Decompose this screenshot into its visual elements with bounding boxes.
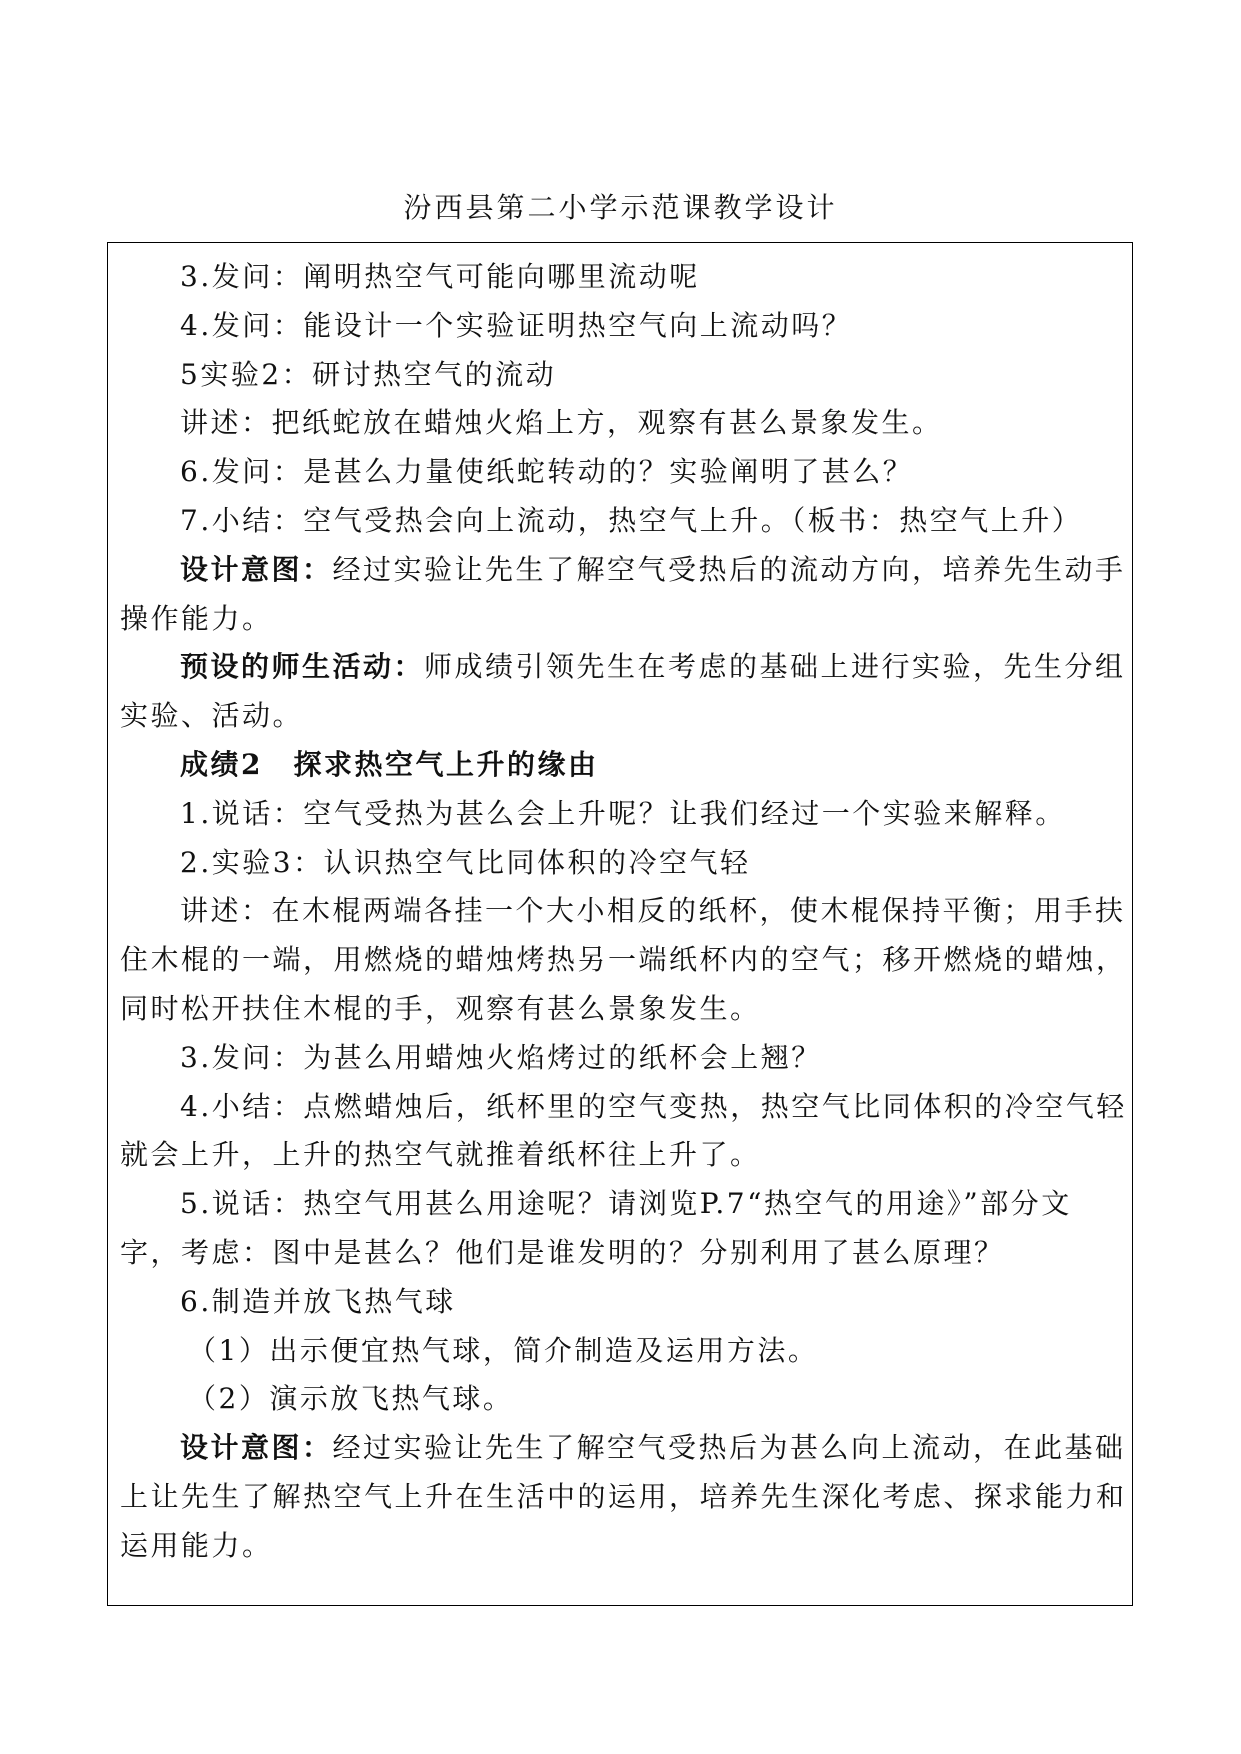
- line-sub-1: （1）出示便宜热气球，简介制造及运用方法。: [188, 1333, 819, 1367]
- line-question-3: 3.发问：阐明热空气可能向哪里流动呢: [180, 260, 700, 293]
- talk-5-line-1: 5.说话：热空气用甚么用途呢？请浏览P.7“热空气的用途》”部分文: [180, 1187, 1072, 1221]
- narration-line-1: 讲述：在木棍两端各挂一个大小相反的纸杯，使木棍保持平衡；用手扶: [180, 894, 1126, 928]
- lesson-content-box: [107, 242, 1133, 1606]
- line-narration-1: 讲述：把纸蛇放在蜡烛火焰上方，观察有甚么景象发生。: [180, 406, 943, 440]
- design-intent-2-cont-2: 运用能力。: [120, 1528, 273, 1562]
- line-summary-7: 7.小结：空气受热会向上流动，热空气上升。（板书：热空气上升）: [180, 503, 1083, 537]
- section-2-heading: 成绩2 探求热空气上升的缘由: [180, 747, 599, 781]
- design-intent-label: 设计意图：: [180, 552, 333, 586]
- line-experiment-3: 2.实验3：认识热空气比同体积的冷空气轻: [180, 845, 751, 879]
- summary-line-1: 4.小结：点燃蜡烛后，纸杯里的空气变热，热空气比同体积的冷空气轻: [180, 1089, 1127, 1123]
- line-question-4: 4.发问：能设计一个实验证明热空气向上流动吗？: [180, 308, 853, 342]
- line-item-6: 6.制造并放飞热气球: [180, 1284, 456, 1318]
- design-intent-2-text: 经过实验让先生了解空气受热后为甚么向上流动，在此基础: [332, 1431, 1126, 1465]
- line-talk-1: 1.说话：空气受热为甚么会上升呢？让我们经过一个实验来解释。: [180, 796, 1066, 830]
- line-question-3b: 3.发问：为甚么用蜡烛火焰烤过的纸杯会上翘？: [180, 1040, 822, 1074]
- design-intent-1-cont: 操作能力。: [120, 601, 273, 635]
- design-intent-text: 经过实验让先生了解空气受热后的流动方向，培养先生动手: [332, 552, 1126, 586]
- design-intent-2: [120, 1424, 1132, 1473]
- design-intent-1: [120, 546, 1132, 595]
- preset-activity-label: 预设的师生活动：: [180, 650, 425, 684]
- talk-5-line-2: 字，考虑：图中是甚么？他们是谁发明的？分别利用了甚么原理？: [120, 1235, 1005, 1269]
- narration-line-2: 住木棍的一端，用燃烧的蜡烛烤热另一端纸杯内的空气；移开燃烧的蜡烛，: [120, 943, 1127, 977]
- preset-activity: [120, 643, 1132, 692]
- narration-line-3: 同时松开扶住木棍的手，观察有甚么景象发生。: [120, 991, 761, 1025]
- line-experiment-2: 5实验2：研讨热空气的流动: [180, 357, 557, 391]
- page-header-title: 汾西县第二小学示范课教学设计: [403, 191, 838, 224]
- summary-line-2: 就会上升，上升的热空气就推着纸杯往上升了。: [120, 1138, 761, 1172]
- preset-activity-cont: 实验、活动。: [120, 699, 304, 733]
- design-intent-2-cont-1: 上让先生了解热空气上升在生活中的运用，培养先生深化考虑、探求能力和: [120, 1479, 1127, 1513]
- preset-activity-text: 师成绩引领先生在考虑的基础上进行实验，先生分组: [424, 650, 1126, 684]
- design-intent-2-label: 设计意图：: [180, 1431, 333, 1465]
- line-question-6: 6.发问：是甚么力量使纸蛇转动的？实验阐明了甚么？: [180, 455, 914, 489]
- line-sub-2: （2）演示放飞热气球。: [188, 1382, 514, 1416]
